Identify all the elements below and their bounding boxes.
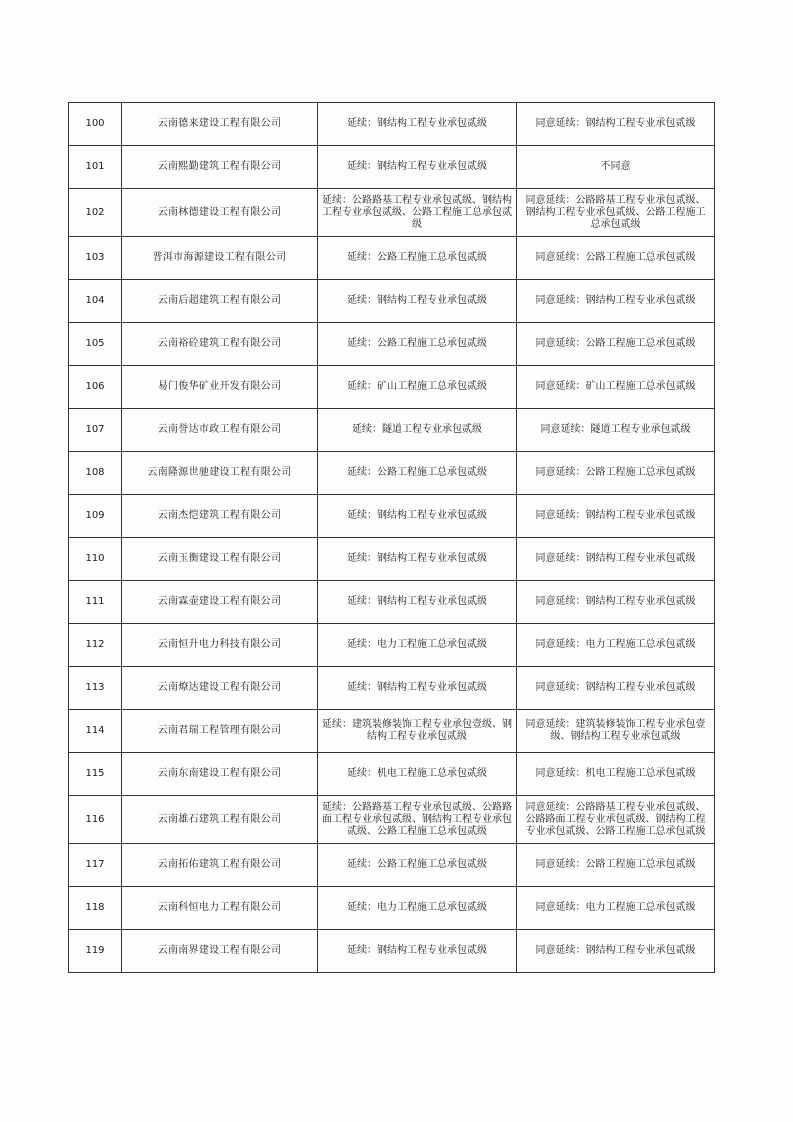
review-result: 同意延续：钢结构工程专业承包贰级 xyxy=(517,103,715,146)
row-number: 118 xyxy=(69,887,122,930)
company-name: 云南玉衡建设工程有限公司 xyxy=(122,538,318,581)
company-name: 云南隆源世驰建设工程有限公司 xyxy=(122,452,318,495)
application-item: 延续：公路路基工程专业承包贰级、钢结构工程专业承包贰级、公路工程施工总承包贰级 xyxy=(318,189,517,237)
table-row xyxy=(69,452,715,495)
review-result: 同意延续：钢结构工程专业承包贰级 xyxy=(517,581,715,624)
application-item: 延续：钢结构工程专业承包贰级 xyxy=(318,930,517,973)
review-result: 同意延续：建筑装修装饰工程专业承包壹级、钢结构工程专业承包贰级 xyxy=(517,710,715,753)
application-item: 延续：钢结构工程专业承包贰级 xyxy=(318,581,517,624)
table-row xyxy=(69,495,715,538)
table-row xyxy=(69,323,715,366)
row-number: 116 xyxy=(69,796,122,844)
table-row xyxy=(69,146,715,189)
review-result: 同意延续：公路工程施工总承包贰级 xyxy=(517,323,715,366)
row-number: 114 xyxy=(69,710,122,753)
company-name: 云南裕砼建筑工程有限公司 xyxy=(122,323,318,366)
table-row xyxy=(69,103,715,146)
application-item: 延续：公路工程施工总承包贰级 xyxy=(318,237,517,280)
table-row xyxy=(69,796,715,844)
application-item: 延续：钢结构工程专业承包贰级 xyxy=(318,280,517,323)
review-result: 同意延续：隧道工程专业承包贰级 xyxy=(517,409,715,452)
review-result: 同意延续：钢结构工程专业承包贰级 xyxy=(517,538,715,581)
application-item: 延续：隧道工程专业承包贰级 xyxy=(318,409,517,452)
table-row xyxy=(69,887,715,930)
company-name: 云南科恒电力工程有限公司 xyxy=(122,887,318,930)
application-item: 延续：电力工程施工总承包贰级 xyxy=(318,887,517,930)
company-name: 云南恒升电力科技有限公司 xyxy=(122,624,318,667)
review-result: 同意延续：公路工程施工总承包贰级 xyxy=(517,844,715,887)
application-item: 延续：公路工程施工总承包贰级 xyxy=(318,323,517,366)
review-result: 同意延续：钢结构工程专业承包贰级 xyxy=(517,667,715,710)
company-name: 云南君瑞工程管理有限公司 xyxy=(122,710,318,753)
company-name: 云南杰恺建筑工程有限公司 xyxy=(122,495,318,538)
row-number: 111 xyxy=(69,581,122,624)
approval-table xyxy=(68,102,715,973)
company-name: 云南拓佑建筑工程有限公司 xyxy=(122,844,318,887)
application-item: 延续：钢结构工程专业承包贰级 xyxy=(318,667,517,710)
application-item: 延续：钢结构工程专业承包贰级 xyxy=(318,146,517,189)
row-number: 108 xyxy=(69,452,122,495)
review-result: 同意延续：钢结构工程专业承包贰级 xyxy=(517,930,715,973)
application-item: 延续：电力工程施工总承包贰级 xyxy=(318,624,517,667)
row-number: 119 xyxy=(69,930,122,973)
table-row xyxy=(69,667,715,710)
row-number: 102 xyxy=(69,189,122,237)
application-item: 延续：钢结构工程专业承包贰级 xyxy=(318,538,517,581)
row-number: 113 xyxy=(69,667,122,710)
row-number: 117 xyxy=(69,844,122,887)
company-name: 云南后超建筑工程有限公司 xyxy=(122,280,318,323)
table-body xyxy=(69,103,715,973)
row-number: 109 xyxy=(69,495,122,538)
table-row xyxy=(69,581,715,624)
company-name: 云南霖壶建设工程有限公司 xyxy=(122,581,318,624)
review-result: 同意延续：公路路基工程专业承包贰级、钢结构工程专业承包贰级、公路工程施工总承包贰级 xyxy=(517,189,715,237)
table-row xyxy=(69,280,715,323)
review-result: 不同意 xyxy=(517,146,715,189)
review-result: 同意延续：公路工程施工总承包贰级 xyxy=(517,452,715,495)
company-name: 云南燎达建设工程有限公司 xyxy=(122,667,318,710)
company-name: 易门俊华矿业开发有限公司 xyxy=(122,366,318,409)
company-name: 云南熙勤建筑工程有限公司 xyxy=(122,146,318,189)
company-name: 云南誉达市政工程有限公司 xyxy=(122,409,318,452)
company-name: 云南雄石建筑工程有限公司 xyxy=(122,796,318,844)
company-name: 云南德来建设工程有限公司 xyxy=(122,103,318,146)
company-name: 云南东南建设工程有限公司 xyxy=(122,753,318,796)
application-item: 延续：钢结构工程专业承包贰级 xyxy=(318,495,517,538)
application-item: 延续：钢结构工程专业承包贰级 xyxy=(318,103,517,146)
table-row xyxy=(69,189,715,237)
review-result: 同意延续：钢结构工程专业承包贰级 xyxy=(517,280,715,323)
application-item: 延续：机电工程施工总承包贰级 xyxy=(318,753,517,796)
table-row xyxy=(69,409,715,452)
application-item: 延续：矿山工程施工总承包贰级 xyxy=(318,366,517,409)
table-row xyxy=(69,366,715,409)
row-number: 115 xyxy=(69,753,122,796)
application-item: 延续：公路工程施工总承包贰级 xyxy=(318,844,517,887)
review-result: 同意延续：钢结构工程专业承包贰级 xyxy=(517,495,715,538)
row-number: 110 xyxy=(69,538,122,581)
review-result: 同意延续：电力工程施工总承包贰级 xyxy=(517,887,715,930)
table-row xyxy=(69,753,715,796)
company-name: 云南林德建设工程有限公司 xyxy=(122,189,318,237)
review-result: 同意延续：公路工程施工总承包贰级 xyxy=(517,237,715,280)
table-row xyxy=(69,237,715,280)
table-row xyxy=(69,710,715,753)
company-name: 普洱市海源建设工程有限公司 xyxy=(122,237,318,280)
review-result: 同意延续：公路路基工程专业承包贰级、公路路面工程专业承包贰级、钢结构工程专业承包贰级、公路工程施工总承包贰级 xyxy=(517,796,715,844)
review-result: 同意延续：机电工程施工总承包贰级 xyxy=(517,753,715,796)
row-number: 104 xyxy=(69,280,122,323)
table-row xyxy=(69,624,715,667)
row-number: 100 xyxy=(69,103,122,146)
review-result: 同意延续：电力工程施工总承包贰级 xyxy=(517,624,715,667)
company-name: 云南南界建设工程有限公司 xyxy=(122,930,318,973)
row-number: 103 xyxy=(69,237,122,280)
row-number: 101 xyxy=(69,146,122,189)
table-row xyxy=(69,844,715,887)
application-item: 延续：建筑装修装饰工程专业承包壹级、钢结构工程专业承包贰级 xyxy=(318,710,517,753)
review-result: 同意延续：矿山工程施工总承包贰级 xyxy=(517,366,715,409)
row-number: 112 xyxy=(69,624,122,667)
row-number: 106 xyxy=(69,366,122,409)
table-row xyxy=(69,538,715,581)
row-number: 107 xyxy=(69,409,122,452)
application-item: 延续：公路路基工程专业承包贰级、公路路面工程专业承包贰级、钢结构工程专业承包贰级、公路工程施工总承包贰级 xyxy=(318,796,517,844)
row-number: 105 xyxy=(69,323,122,366)
application-item: 延续：公路工程施工总承包贰级 xyxy=(318,452,517,495)
table-row xyxy=(69,930,715,973)
